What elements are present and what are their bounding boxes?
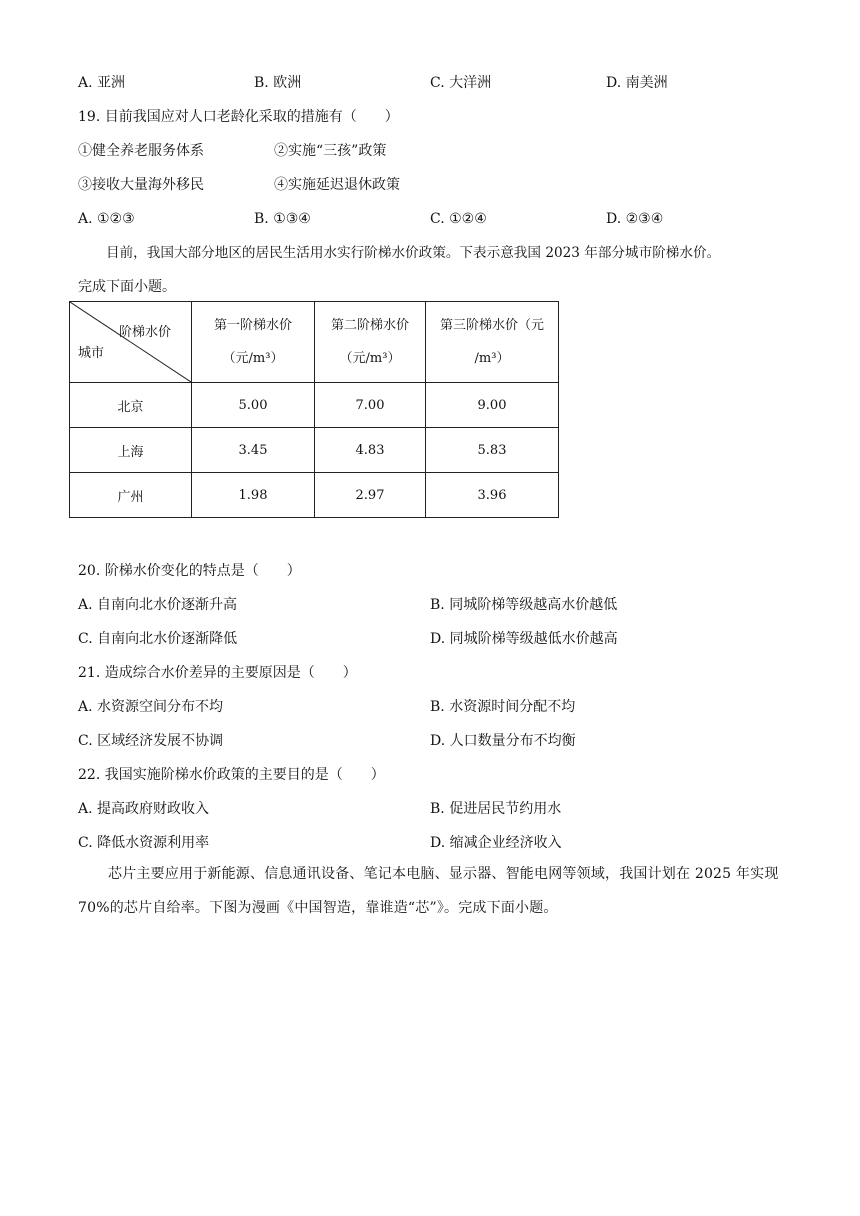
corner-label-city: 城市 <box>78 346 105 361</box>
q22-option-a: A. 提高政府财政收入 <box>78 801 210 817</box>
tier2-cell: 7.00 <box>315 383 426 428</box>
tier1-cell: 3.45 <box>192 428 315 473</box>
tier1-cell: 5.00 <box>192 383 315 428</box>
tier3-cell: 5.83 <box>426 428 559 473</box>
q21-stem: 21. 造成综合水价差异的主要原因是（ ） <box>78 665 357 681</box>
corner-label-price: 阶梯水价 <box>118 325 171 340</box>
header-tier1-line2: （元/m³） <box>222 351 284 366</box>
q21-option-b: B. 水资源时间分配不均 <box>430 699 576 715</box>
header-tier3-line1: 第三阶梯水价（元 <box>439 318 544 333</box>
q19-item-3: ③接收大量海外移民 <box>78 177 204 193</box>
intro2-text: 芯片主要应用于新能源、信息通讯设备、笔记本电脑、显示器、智能电网等领域，我国计划在 2025 年实现 70%的芯片自给率。下图为漫画《中国智造，靠谁造“芯”》。完成下面小题。 <box>78 866 779 916</box>
header-tier2-line1: 第二阶梯水价 <box>330 318 409 333</box>
q21-option-c: C. 区域经济发展不协调 <box>78 733 224 749</box>
header-tier1-line1: 第一阶梯水价 <box>213 318 292 333</box>
table-header-row <box>70 302 559 383</box>
q22-option-b: B. 促进居民节约用水 <box>430 801 562 817</box>
header-tier3-line2: /m³） <box>474 351 510 366</box>
q22-option-c: C. 降低水资源利用率 <box>78 835 210 851</box>
q22-option-d: D. 缩减企业经济收入 <box>430 835 562 851</box>
intro1-line2: 完成下面小题。 <box>78 279 176 295</box>
q19-option-b: B. ①③④ <box>254 211 311 227</box>
q19-item-4: ④实施延迟退休政策 <box>274 177 400 193</box>
q19-option-a: A. ①②③ <box>78 211 135 227</box>
q18-option-b: B. 欧洲 <box>254 75 302 91</box>
city-cell: 广州 <box>70 473 192 518</box>
tier2-cell: 4.83 <box>315 428 426 473</box>
header-tier2-line2: （元/m³） <box>339 351 401 366</box>
city-cell: 北京 <box>70 383 192 428</box>
q20-option-b: B. 同城阶梯等级越高水价越低 <box>430 597 618 613</box>
q18-option-d: D. 南美洲 <box>606 75 668 91</box>
q19-option-c: C. ①②④ <box>430 211 487 227</box>
q20-option-c: C. 自南向北水价逐渐降低 <box>78 631 238 647</box>
header-tier1 <box>192 302 315 383</box>
table-row <box>70 428 559 473</box>
table-corner-cell <box>70 302 192 383</box>
tier3-cell: 9.00 <box>426 383 559 428</box>
q22-stem: 22. 我国实施阶梯水价政策的主要目的是（ ） <box>78 767 385 783</box>
q19-stem: 19. 目前我国应对人口老龄化采取的措施有（ ） <box>78 109 399 125</box>
q21-option-d: D. 人口数量分布不均衡 <box>430 733 576 749</box>
q18-option-a: A. 亚洲 <box>78 75 126 91</box>
header-tier2 <box>315 302 426 383</box>
tier3-cell: 3.96 <box>426 473 559 518</box>
tier2-cell: 2.97 <box>315 473 426 518</box>
water-price-table <box>69 301 559 518</box>
city-cell: 上海 <box>70 428 192 473</box>
q20-option-a: A. 自南向北水价逐渐升高 <box>78 597 238 613</box>
intro2-paragraph <box>78 857 788 925</box>
q19-item-1: ①健全养老服务体系 <box>78 143 204 159</box>
q21-option-a: A. 水资源空间分布不均 <box>78 699 224 715</box>
table-row <box>70 383 559 428</box>
q19-item-2: ②实施“三孩”政策 <box>274 143 387 159</box>
tier1-cell: 1.98 <box>192 473 315 518</box>
q18-option-c: C. 大洋洲 <box>430 75 492 91</box>
q19-option-d: D. ②③④ <box>606 211 664 227</box>
table-row <box>70 473 559 518</box>
q20-option-d: D. 同城阶梯等级越低水价越高 <box>430 631 618 647</box>
q20-stem: 20. 阶梯水价变化的特点是（ ） <box>78 563 301 579</box>
intro1-line1: 目前，我国大部分地区的居民生活用水实行阶梯水价政策。下表示意我国 2023 年部分城市阶梯水价。 <box>106 245 721 261</box>
header-tier3 <box>426 302 559 383</box>
